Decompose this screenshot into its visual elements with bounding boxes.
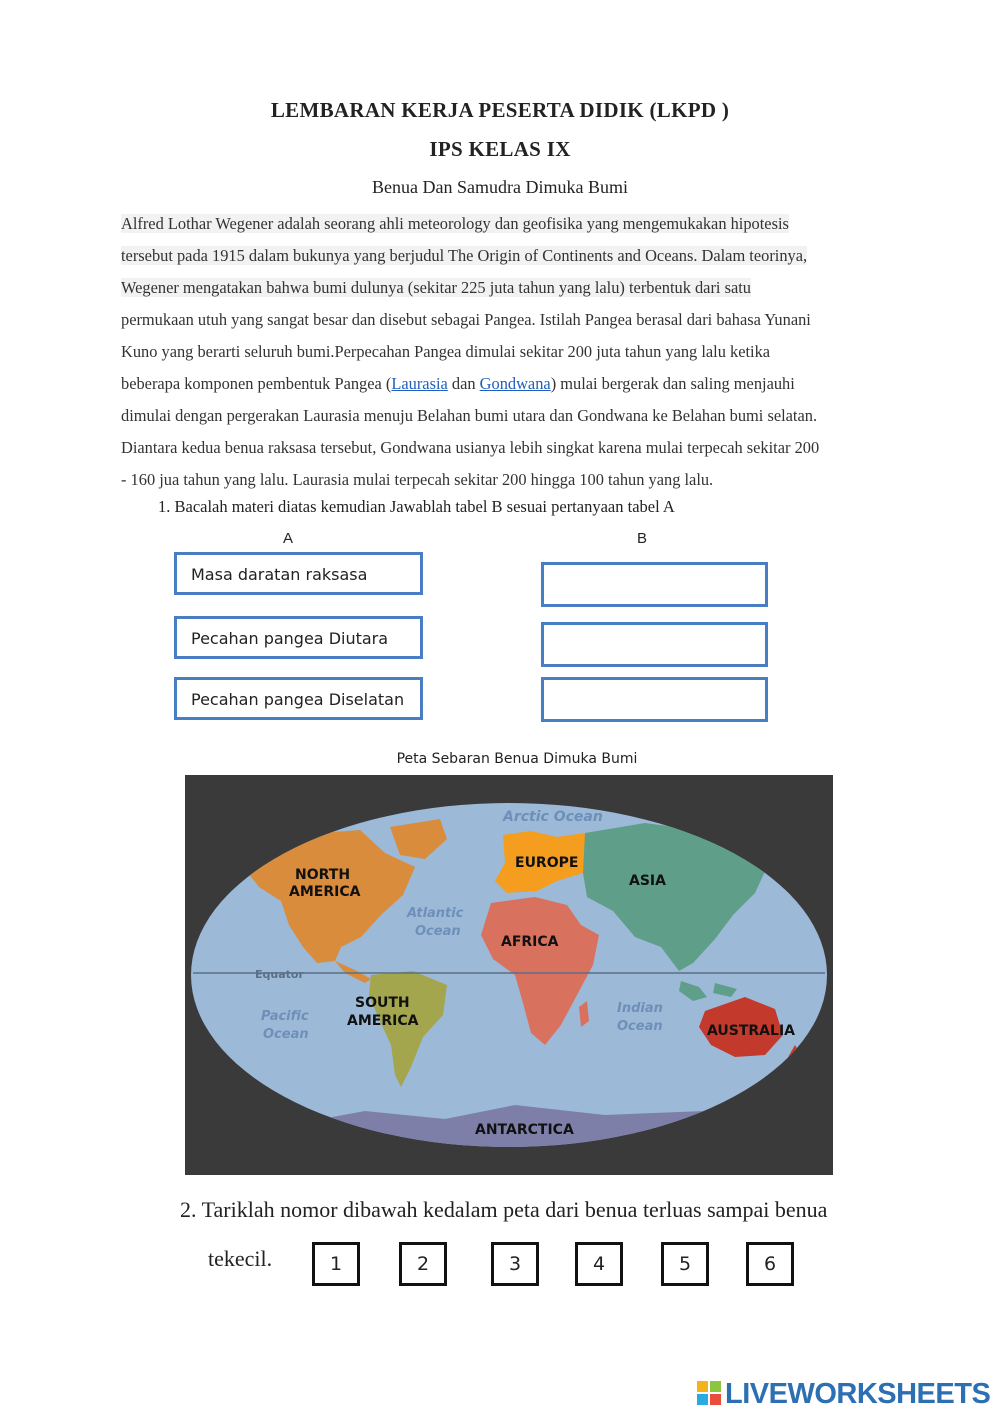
reading-paragraph <box>121 208 911 496</box>
label-africa: AFRICA <box>501 934 559 950</box>
question-2-continued: tekecil. <box>208 1246 273 1271</box>
liveworksheets-logo-icon <box>697 1381 721 1405</box>
para-line: dimulai dengan pergerakan Laurasia menuju Belahan bumi utara dan Gondwana ke Belahan bumi selatan. <box>121 406 818 425</box>
question-box-a1: Masa daratan raksasa <box>174 552 423 595</box>
label-south-america-1: SOUTH <box>355 995 410 1011</box>
para-line: Wegener mengatakan bahwa bumi dulunya (sekitar 225 juta tahun yang lalu) terbentuk dari satu <box>121 278 751 297</box>
label-indian-2: Ocean <box>617 1019 663 1034</box>
para-line: - 160 jua tahun yang lalu. Laurasia mulai terpecah sekitar 200 hingga 100 tahun yang lalu. <box>121 470 714 489</box>
answer-box-b1[interactable] <box>541 562 768 607</box>
label-pacific-2: Ocean <box>263 1027 309 1042</box>
number-tile-6[interactable]: 6 <box>746 1242 794 1286</box>
answer-box-b2[interactable] <box>541 622 768 667</box>
label-south-america-2: AMERICA <box>347 1013 419 1029</box>
para-line: Diantara kedua benua raksasa tersebut, Gondwana usianya lebih singkat karena mulai terpecah sekitar 200 <box>121 438 820 457</box>
number-tile-3[interactable]: 3 <box>491 1242 539 1286</box>
label-atlantic-1: Atlantic <box>407 906 464 921</box>
para-line: Kuno yang berarti seluruh bumi.Perpecahan Pangea dimulai sekitar 200 juta tahun yang lalu ketika <box>121 342 771 361</box>
number-tile-2[interactable]: 2 <box>399 1242 447 1286</box>
world-map <box>185 775 833 1175</box>
number-tile-1[interactable]: 1 <box>312 1242 360 1286</box>
answer-box-b3[interactable] <box>541 677 768 722</box>
laurasia-link[interactable]: Laurasia <box>391 374 448 393</box>
column-a-header: A <box>283 530 294 547</box>
number-tile-5[interactable]: 5 <box>661 1242 709 1286</box>
para-line: tersebut pada 1915 dalam bukunya yang berjudul The Origin of Continents and Oceans. Dalam teorinya, <box>121 246 808 265</box>
question-box-a2: Pecahan pangea Diutara <box>174 616 423 659</box>
question-2: 2. Tariklah nomor dibawah kedalam peta dari benua terluas sampai benua <box>180 1197 828 1222</box>
gondwana-link[interactable]: Gondwana <box>479 374 551 393</box>
question-box-a3: Pecahan pangea Diselatan <box>174 677 423 720</box>
question-1: 1. Bacalah materi diatas kemudian Jawablah tabel B sesuai pertanyaan tabel A <box>158 497 675 516</box>
label-europe: EUROPE <box>515 855 579 871</box>
label-antarctica: ANTARCTICA <box>475 1122 574 1138</box>
para-line: dan <box>447 374 480 393</box>
label-asia: ASIA <box>629 873 666 889</box>
label-equator: Equator <box>255 968 304 981</box>
column-b-header: B <box>637 530 648 547</box>
para-line: permukaan utuh yang sangat besar dan disebut sebagai Pangea. Istilah Pangea berasal dari bahasa Yunani <box>121 310 811 329</box>
number-tile-4[interactable]: 4 <box>575 1242 623 1286</box>
label-australia: AUSTRALIA <box>707 1023 795 1039</box>
label-pacific-1: Pacific <box>261 1009 309 1024</box>
para-line: Alfred Lothar Wegener adalah seorang ahli meteorology dan geofisika yang mengemukakan hipotesis <box>121 214 789 233</box>
para-line: ) mulai bergerak dan saling menjauhi <box>550 374 795 393</box>
label-indian-1: Indian <box>617 1001 663 1016</box>
class-title: IPS KELAS IX <box>429 137 571 161</box>
label-north-america-2: AMERICA <box>289 884 361 900</box>
label-atlantic-2: Ocean <box>415 924 461 939</box>
map-caption: Peta Sebaran Benua Dimuka Bumi <box>396 751 638 767</box>
worksheet-title: LEMBARAN KERJA PESERTA DIDIK (LKPD ) <box>270 98 730 122</box>
para-line: beberapa komponen pembentuk Pangea ( <box>121 374 392 393</box>
world-map-graphic <box>185 775 833 1175</box>
brand-wordmark: LIVEWORKSHEETS <box>725 1378 991 1410</box>
label-arctic: Arctic Ocean <box>503 809 603 825</box>
label-north-america-1: NORTH <box>295 867 351 883</box>
subtitle: Benua Dan Samudra Dimuka Bumi <box>372 177 628 197</box>
